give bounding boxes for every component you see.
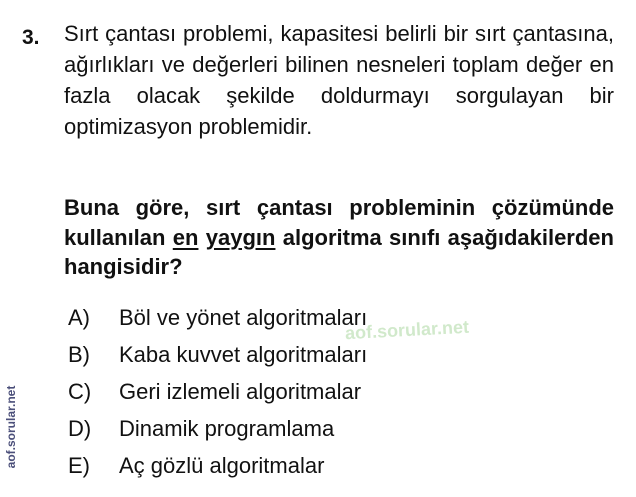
option-text: Aç gözlü algoritmalar [119,452,325,478]
option-letter: B) [68,342,90,368]
option-e[interactable] [68,447,367,484]
option-a[interactable] [68,300,367,337]
option-d[interactable] [68,410,367,447]
question-prompt [64,193,614,282]
option-letter: E) [68,452,90,478]
watermark-center: aof.sorular.net [344,316,470,344]
prompt-emphasis-yaygin: yaygın [205,224,276,250]
option-text: Böl ve yönet algoritmaları [119,305,368,331]
option-text: Dinamik programlama [119,415,335,441]
option-letter: D) [68,415,92,441]
watermark-side: aof.sorular.net [4,385,18,469]
answer-options [68,300,367,484]
prompt-emphasis-en: en [172,224,199,250]
option-letter: C) [68,378,92,404]
option-c[interactable] [68,374,367,411]
prompt-start: Buna göre, sırt çantası probleminin çözümünde kullanılan [64,195,614,250]
option-text: Kaba kuvvet algoritmaları [119,342,368,368]
question-number: 3. [22,26,40,49]
prompt-end: algoritma sınıfı aşağıdakilerden hangisidir? [64,224,614,279]
question-text: Sırt çantası problemi, kapasitesi belirli bir sırt çantasına, ağırlıkları ve değerleri bilinen nesneleri toplam değer en fazla olacak şekilde doldurmayı sorgulayan bir optimizasyon problemidir. [64,21,614,139]
prompt-space [198,225,205,250]
option-letter: A) [68,305,90,331]
option-b[interactable] [68,337,367,374]
option-text: Geri izlemeli algoritmalar [119,378,362,404]
